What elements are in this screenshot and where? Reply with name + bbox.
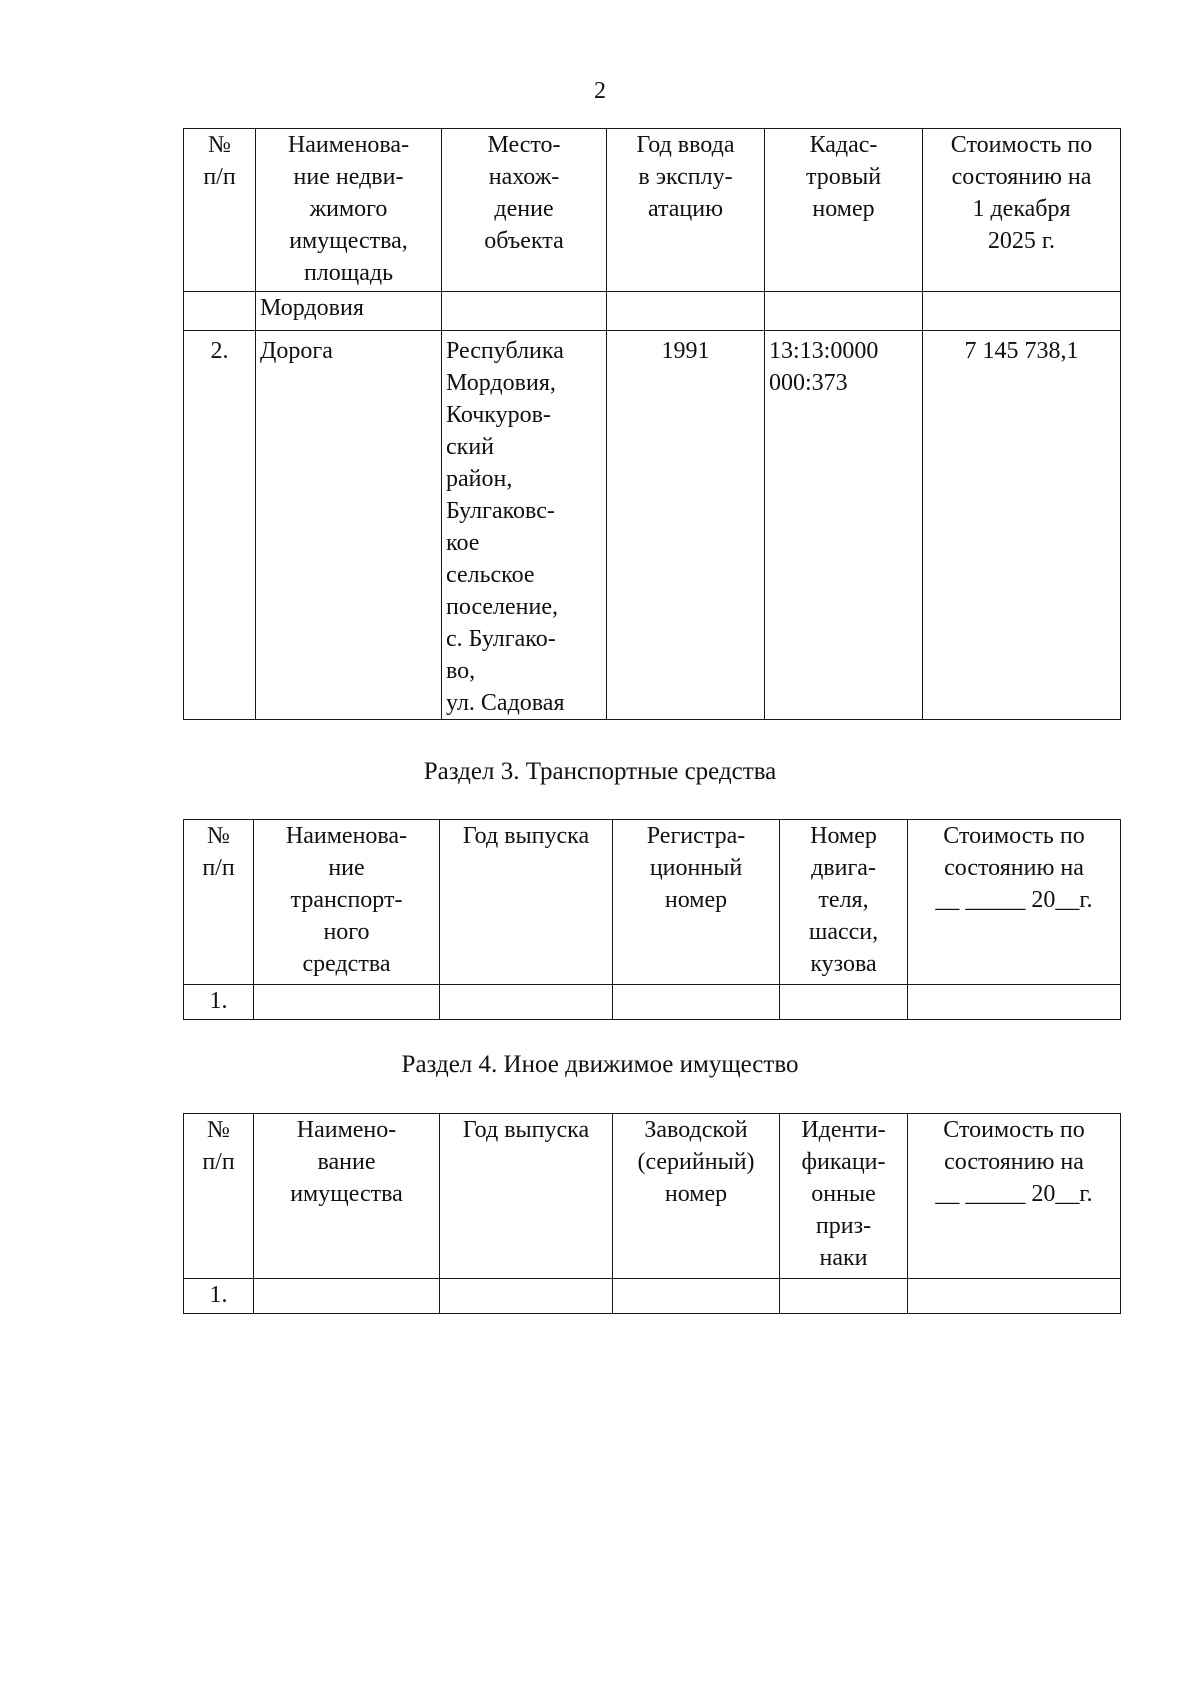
cell-engine — [780, 985, 908, 1020]
header-property-name: Наименова- ние недви- жимого имущества, площадь — [256, 129, 442, 292]
section-4-title: Раздел 4. Иное движимое имущество — [401, 1051, 799, 1078]
cell-cadastral — [765, 292, 923, 331]
header-number: № п/п — [184, 820, 254, 985]
table-row — [184, 1279, 1121, 1314]
cell-location — [442, 292, 607, 331]
cell-number: 2. — [184, 331, 256, 720]
table-header-row — [184, 129, 1121, 292]
header-serial-number: Заводской (серийный) номер — [613, 1114, 780, 1279]
cell-year — [440, 1279, 613, 1314]
cell-cost — [908, 985, 1121, 1020]
cell-cadastral: 13:13:0000 000:373 — [765, 331, 923, 720]
cell-property-name: Мордовия — [256, 292, 442, 331]
header-cost: Стоимость по состоянию на __ _____ 20__г. — [908, 820, 1121, 985]
real-estate-table — [183, 128, 1121, 720]
table-header-row — [184, 1114, 1121, 1279]
cell-year — [607, 292, 765, 331]
cell-identification — [780, 1279, 908, 1314]
table-row — [184, 985, 1121, 1020]
cell-property-name — [254, 1279, 440, 1314]
header-location: Место- нахож- дение объекта — [442, 129, 607, 292]
header-year-of-manufacture: Год выпуска — [440, 1114, 613, 1279]
section-3-title: Раздел 3. Транспортные средства — [423, 758, 777, 785]
header-cost: Стоимость по состоянию на __ _____ 20__г. — [908, 1114, 1121, 1279]
header-year-commissioned: Год ввода в эксплу- атацию — [607, 129, 765, 292]
header-number: № п/п — [184, 1114, 254, 1279]
cell-vehicle-name — [254, 985, 440, 1020]
table-header-row — [184, 820, 1121, 985]
vehicles-table — [183, 819, 1121, 1020]
header-vehicle-name: Наименова- ние транспорт- ного средства — [254, 820, 440, 985]
header-identification-features: Иденти- фикаци- онные приз- наки — [780, 1114, 908, 1279]
cell-serial — [613, 1279, 780, 1314]
cell-location: Республика Мордовия, Кочкуров- ский район, Булгаковс- кое сельское поселение, с. Булгако- во, ул. Садовая — [442, 331, 607, 720]
header-year-of-manufacture: Год выпуска — [440, 820, 613, 985]
cell-cost: 7 145 738,1 — [923, 331, 1121, 720]
cell-cost — [908, 1279, 1121, 1314]
cell-number — [184, 292, 256, 331]
cell-number: 1. — [184, 985, 254, 1020]
header-engine-chassis-number: Номер двига- теля, шасси, кузова — [780, 820, 908, 985]
movable-property-table — [183, 1113, 1121, 1314]
table-row — [184, 331, 1121, 720]
cell-number: 1. — [184, 1279, 254, 1314]
cell-cost — [923, 292, 1121, 331]
cell-property-name: Дорога — [256, 331, 442, 720]
header-cadastral-number: Кадас- тровый номер — [765, 129, 923, 292]
cell-year: 1991 — [607, 331, 765, 720]
header-number: № п/п — [184, 129, 256, 292]
table-row — [184, 292, 1121, 331]
header-property-name: Наимено- вание имущества — [254, 1114, 440, 1279]
cell-year — [440, 985, 613, 1020]
cell-registration — [613, 985, 780, 1020]
page-number: 2 — [594, 78, 606, 104]
header-cost: Стоимость по состоянию на 1 декабря 2025 г. — [923, 129, 1121, 292]
header-registration-number: Регистра- ционный номер — [613, 820, 780, 985]
